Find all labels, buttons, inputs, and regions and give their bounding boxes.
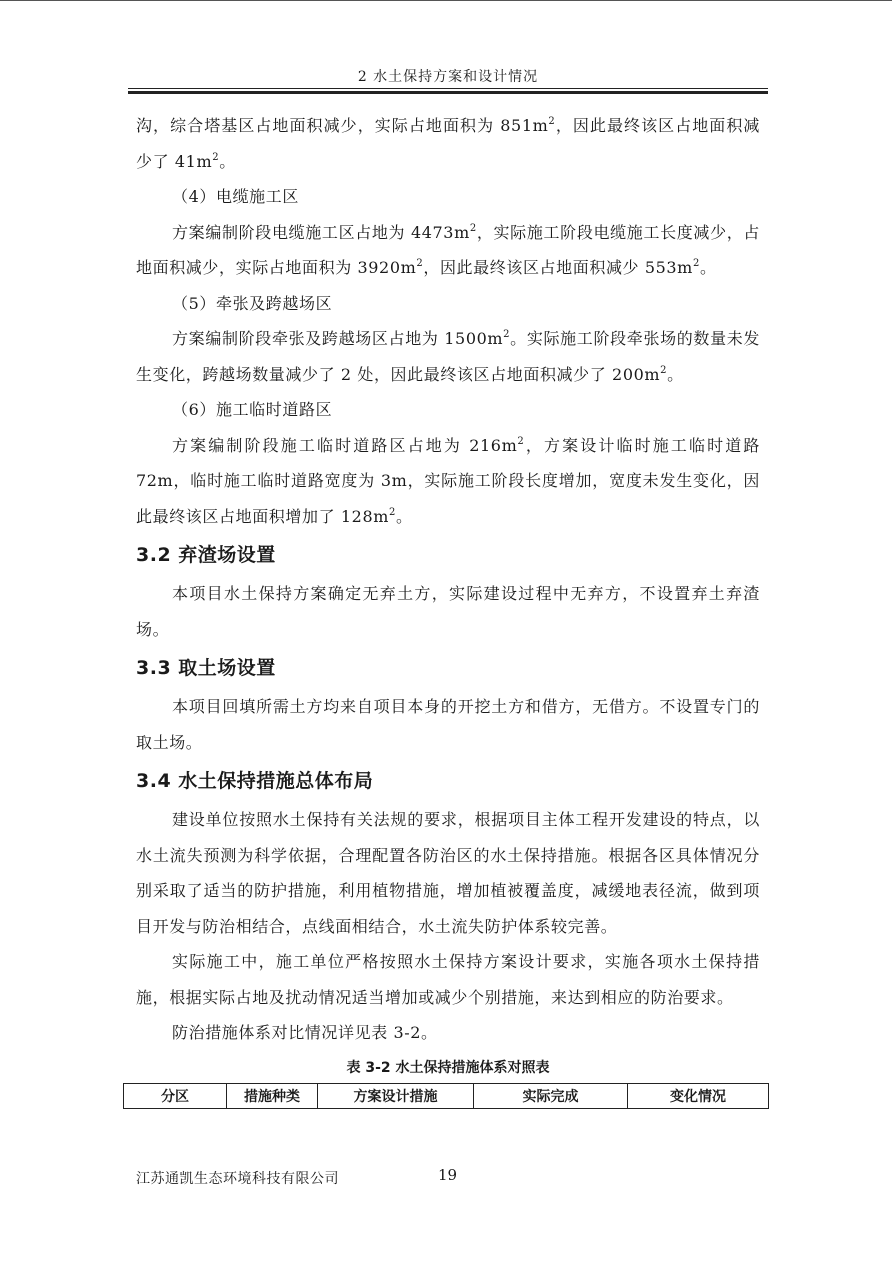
paragraph-3-4-c: 防治措施体系对比情况详见表 3-2。 <box>172 1023 438 1042</box>
paragraph-tower-area: 沟，综合塔基区占地面积减少，实际占地面积为 $851m^2$，因此最终该区占地面积减少了 $41m^2$。 <box>136 116 761 171</box>
paragraph-3-2: 本项目水土保持方案确定无弃土方，实际建设过程中无弃方，不设置弃土弃渣场。 <box>136 584 760 639</box>
page-top-border <box>0 0 892 1</box>
paragraph-3-4-a: 建设单位按照水土保持有关法规的要求，根据项目主体工程开发建设的特点，以水土流失预测为科学依据，合理配置各防治区的水土保持措施。根据各区具体情况分别采取了适当的防护措施，利用植物措施，增加植被覆盖度，减缓地表径流，做到项目开发与防治相结合，点线面相结合，水土流失防护体系较完善。 <box>136 810 760 936</box>
section-heading-3-4: 3.4 水土保持措施总体布局 <box>136 770 374 792</box>
paragraph-cable-area: 方案编制阶段电缆施工区占地为 $4473m^2$，实际施工阶段电缆施工长度减少，占地面积减少，实际占地面积为 $3920m^2$，因此最终该区占地面积减少 $553m^2$。 <box>136 222 760 277</box>
paragraph-3-4-b: 实际施工中，施工单位严格按照水土保持方案设计要求，实施各项水土保持措施，根据实际占地及扰动情况适当增加或减少个别措施，来达到相应的防治要求。 <box>136 952 760 1007</box>
table-header-cell: 分区 <box>124 1083 227 1108</box>
running-header: 2 水土保持方案和设计情况 <box>357 69 539 85</box>
subheading-temp-road-area: （6）施工临时道路区 <box>172 400 333 419</box>
page-body <box>136 108 760 1109</box>
section-heading-3-2: 3.2 弃渣场设置 <box>136 544 276 566</box>
subheading-tension-area: （5）牵张及跨越场区 <box>172 293 333 313</box>
table-header-cell: 方案设计措施 <box>318 1083 474 1108</box>
page-number: 19 <box>438 1166 458 1184</box>
paragraph-3-3: 本项目回填所需土方均来自项目本身的开挖土方和借方，无借方。不设置专门的取土场。 <box>136 697 760 752</box>
table-header-row <box>124 1083 769 1108</box>
header-rule-thick <box>128 91 768 94</box>
table-caption: 表 3-2 水土保持措施体系对照表 <box>346 1059 550 1076</box>
table-header-cell: 实际完成 <box>474 1083 628 1108</box>
section-heading-3-3: 3.3 取土场设置 <box>136 657 276 679</box>
table-header-cell: 措施种类 <box>227 1083 318 1108</box>
header-rule-thin <box>128 88 768 89</box>
measures-comparison-table <box>123 1083 769 1109</box>
footer-company: 江苏通凯生态环境科技有限公司 <box>136 1171 339 1187</box>
paragraph-temp-road-area: 方案编制阶段施工临时道路区占地为 $216m^2$，方案设计临时施工临时道路 72m，临时施工临时道路宽度为 3m，实际施工阶段长度增加，宽度未发生变化，因此最终该区占地面积增加了 $128m^2$。 <box>136 435 760 526</box>
subheading-cable-area: （4）电缆施工区 <box>172 187 299 206</box>
paragraph-tension-area: 方案编制阶段牵张及跨越场区占地为 $1500m^2$。实际施工阶段牵张场的数量未发生变化，跨越场数量减少了 2 处，因此最终该区占地面积减少了 $200m^2$。 <box>136 329 760 384</box>
table-header-cell: 变化情况 <box>628 1083 769 1108</box>
